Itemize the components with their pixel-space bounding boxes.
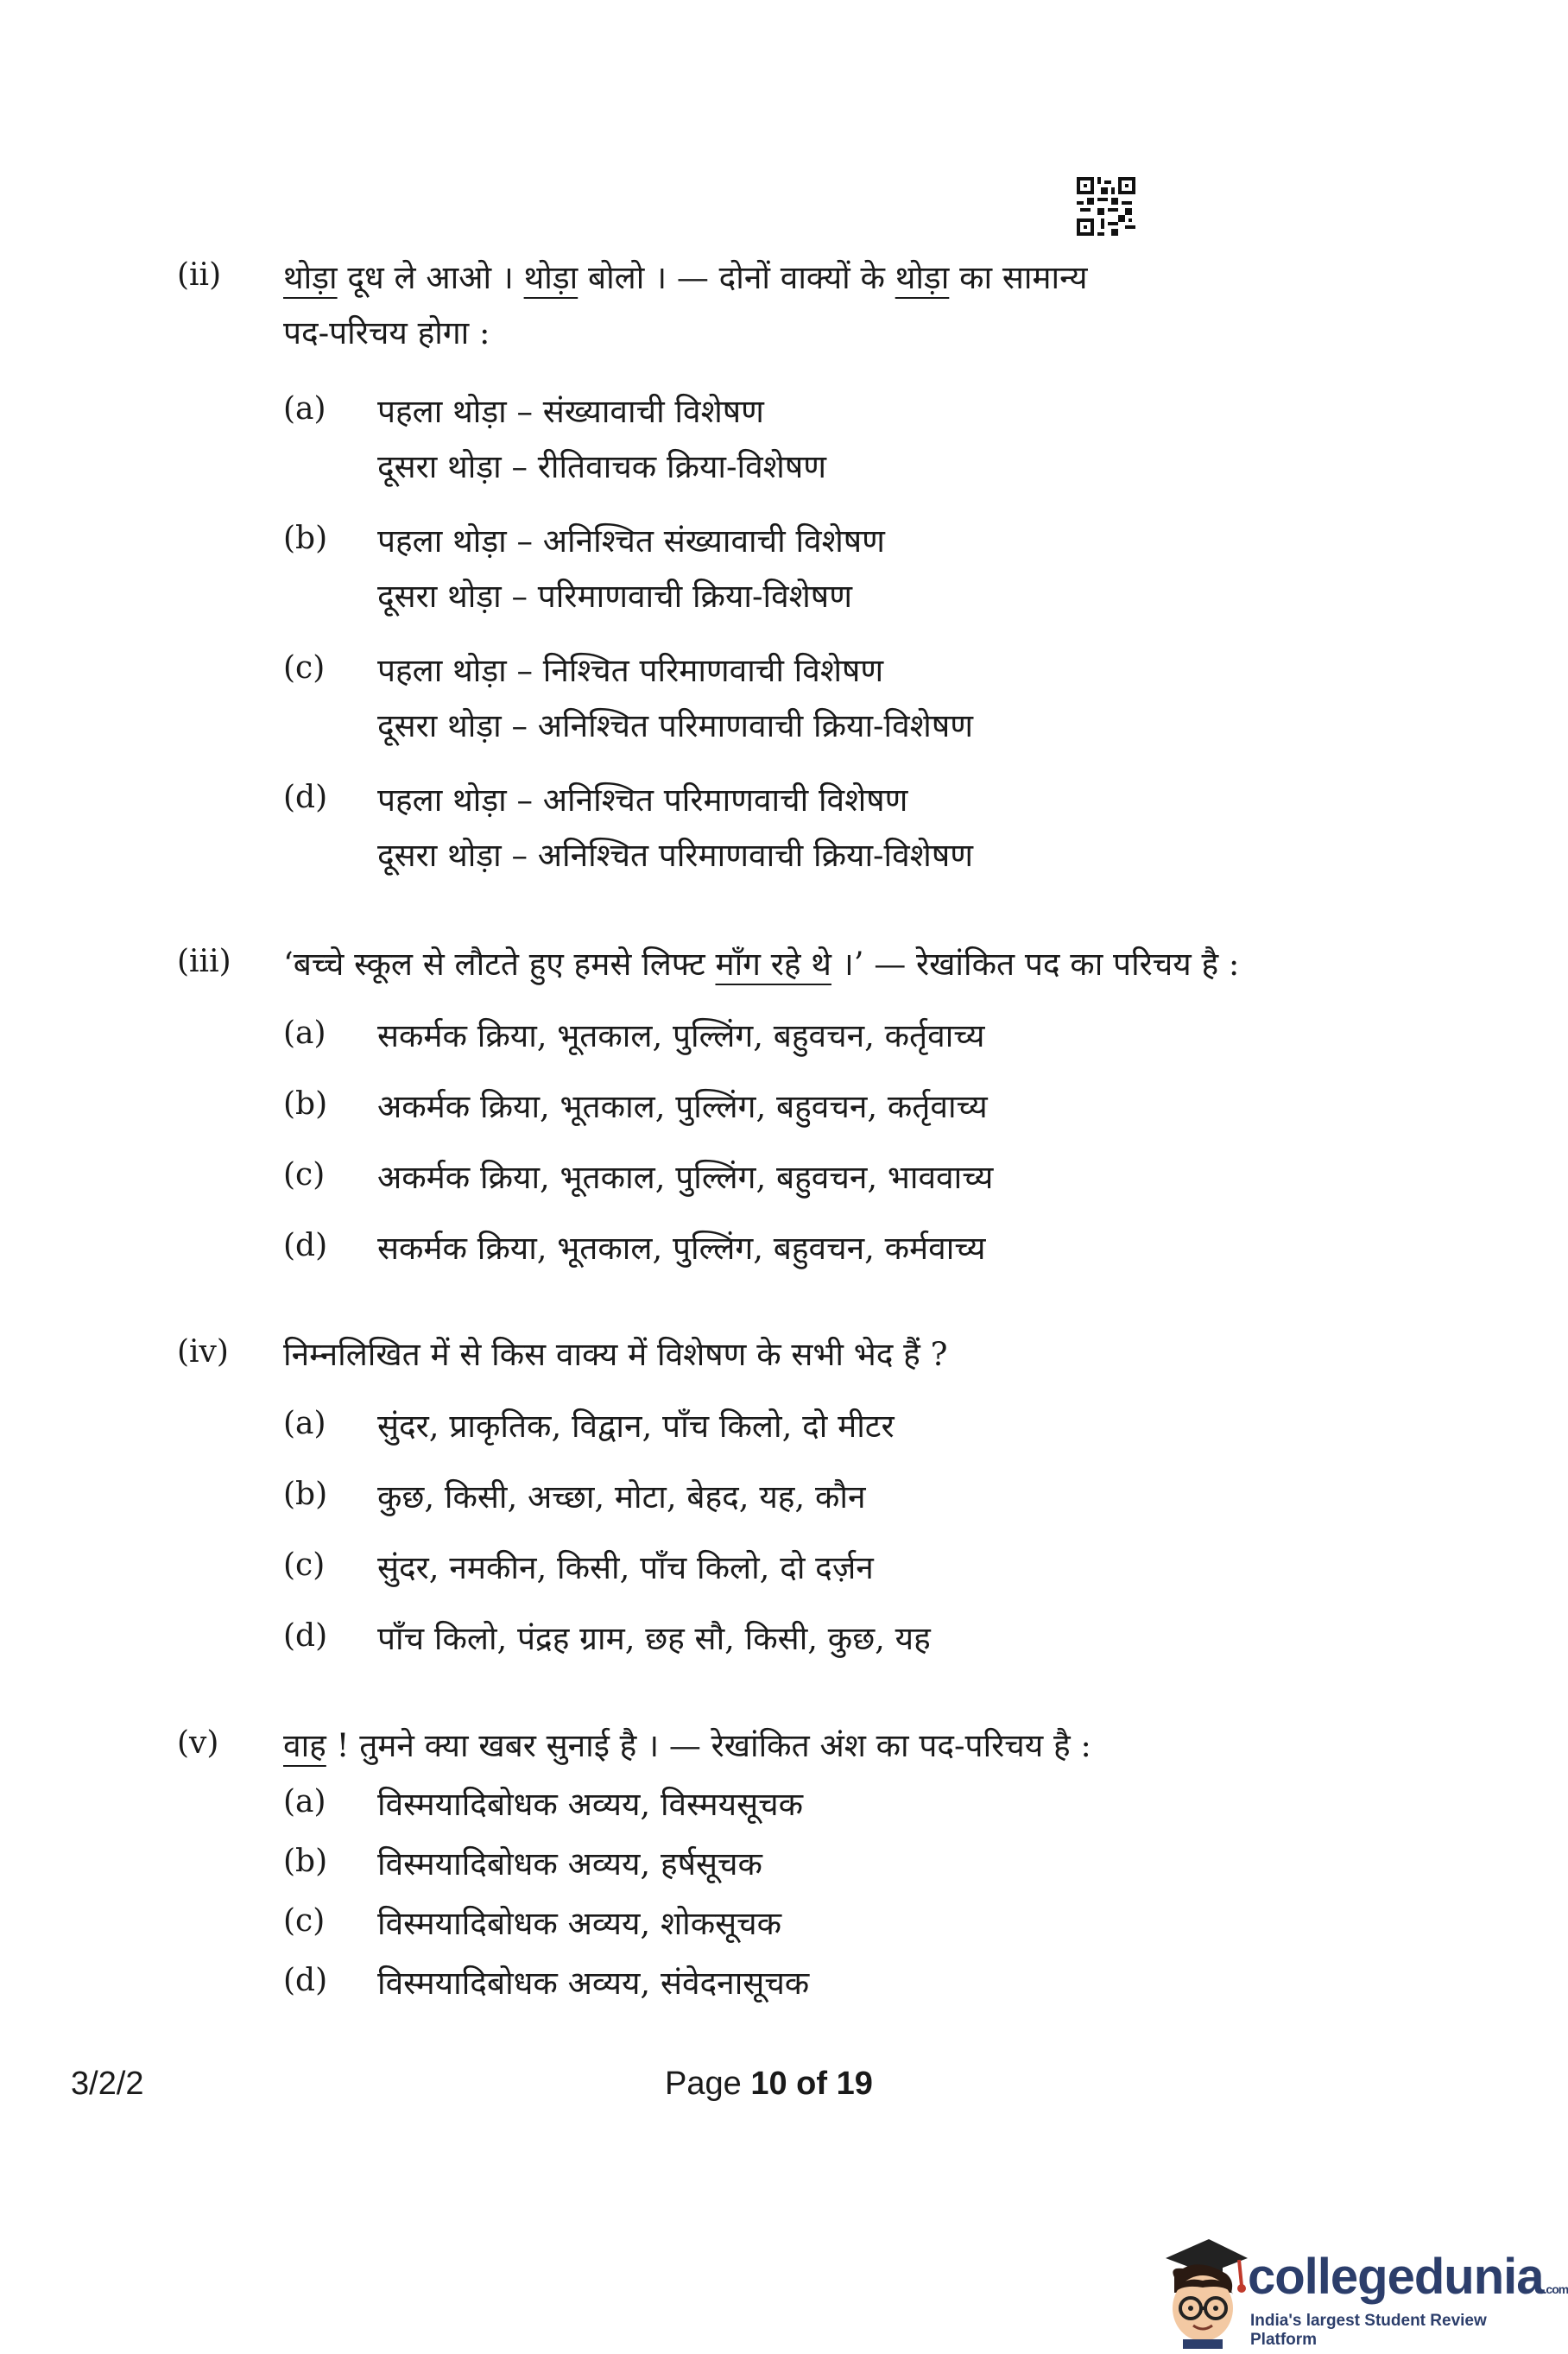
- option-line: दूसरा थोड़ा – परिमाणवाची क्रिया-विशेषण: [377, 578, 852, 615]
- option-text: विस्मयादिबोधक अव्यय, शोकसूचक: [377, 1905, 782, 1942]
- paper-code: 3/2/2: [71, 2066, 144, 2102]
- brand-suffix: .com: [1543, 2282, 1568, 2296]
- page-total: 19: [836, 2066, 873, 2102]
- question-stem-line2: पद-परिचय होगा :: [283, 314, 490, 351]
- option-label: (a): [283, 1016, 326, 1051]
- option-text: सकर्मक क्रिया, भूतकाल, पुल्लिंग, बहुवचन, कर्मवाच्य: [377, 1230, 986, 1267]
- option-text: विस्मयादिबोधक अव्यय, विस्मयसूचक: [377, 1786, 804, 1823]
- option-label: (b): [283, 1477, 328, 1512]
- collegedunia-logo: [1148, 2232, 1568, 2349]
- question-stem: ‘बच्चे स्कूल से लौटते हुए हमसे लिफ्ट माँग रहे थे ।’ — रेखांकित पद का परिचय है :: [283, 946, 1240, 983]
- option-text: कुछ, किसी, अच्छा, मोटा, बेहद, यह, कौन: [377, 1478, 866, 1516]
- option-line: पहला थोड़ा – संख्यावाची विशेषण: [377, 393, 764, 430]
- brand-tagline: India's largest Student Review Platform: [1250, 2312, 1487, 2349]
- option-line: दूसरा थोड़ा – रीतिवाचक क्रिया-विशेषण: [377, 448, 826, 485]
- question-stem: निम्नलिखित में से किस वाक्य में विशेषण के सभी भेद हैं ?: [283, 1336, 948, 1373]
- option-label: (b): [283, 521, 328, 556]
- question-number: (iv): [177, 1334, 229, 1370]
- mascot-icon: [1148, 2232, 1252, 2349]
- option-label: (a): [283, 1406, 326, 1441]
- page-indicator: Page 10 of 19: [665, 2066, 873, 2102]
- option-text: अकर्मक क्रिया, भूतकाल, पुल्लिंग, बहुवचन, भाववाच्य: [377, 1159, 994, 1196]
- page-current: 10: [750, 2066, 787, 2102]
- question-number: (v): [177, 1725, 219, 1761]
- option-text: सकर्मक क्रिया, भूतकाल, पुल्लिंग, बहुवचन, कर्तृवाच्य: [377, 1017, 985, 1054]
- question-number: (ii): [177, 257, 222, 293]
- option-text: पाँच किलो, पंद्रह ग्राम, छह सौ, किसी, कुछ, यह: [377, 1620, 931, 1657]
- option-label: (c): [283, 1903, 326, 1939]
- option-label: (c): [283, 650, 326, 686]
- option-label: (a): [283, 1784, 326, 1819]
- option-label: (d): [283, 1618, 328, 1654]
- option-line: पहला थोड़ा – निश्चित परिमाणवाची विशेषण: [377, 652, 884, 689]
- brand-name: collegedunia: [1248, 2249, 1544, 2305]
- underlined-phrase: माँग रहे थे: [715, 946, 831, 983]
- option-text: विस्मयादिबोधक अव्यय, हर्षसूचक: [377, 1845, 762, 1883]
- option-line: पहला थोड़ा – अनिश्चित परिमाणवाची विशेषण: [377, 782, 908, 819]
- option-text: अकर्मक क्रिया, भूतकाल, पुल्लिंग, बहुवचन, कर्तृवाच्य: [377, 1088, 988, 1125]
- option-line: दूसरा थोड़ा – अनिश्चित परिमाणवाची क्रिया-विशेषण: [377, 707, 973, 744]
- option-line: दूसरा थोड़ा – अनिश्चित परिमाणवाची क्रिया-विशेषण: [377, 837, 973, 874]
- underlined-word: वाह: [283, 1727, 326, 1764]
- underlined-word: थोड़ा: [523, 259, 579, 296]
- question-stem: थोड़ा दूध ले आओ । थोड़ा बोलो । — दोनों वाक्यों के थोड़ा का सामान्य: [283, 259, 1088, 296]
- option-label: (d): [283, 1228, 328, 1263]
- question-stem: वाह ! तुमने क्या खबर सुनाई है । — रेखांकित अंश का पद-परिचय है :: [283, 1727, 1091, 1764]
- option-label: (c): [283, 1157, 326, 1193]
- underlined-word: थोड़ा: [895, 259, 950, 296]
- underlined-word: थोड़ा: [283, 259, 338, 296]
- qr-code-icon: [1077, 177, 1135, 236]
- option-label: (d): [283, 1963, 328, 1998]
- option-text: सुंदर, नमकीन, किसी, पाँच किलो, दो दर्ज़न: [377, 1549, 874, 1586]
- option-text: सुंदर, प्राकृतिक, विद्वान, पाँच किलो, दो मीटर: [377, 1408, 895, 1445]
- option-label: (d): [283, 780, 328, 815]
- option-label: (c): [283, 1547, 326, 1583]
- option-label: (a): [283, 391, 326, 427]
- question-number: (iii): [177, 944, 231, 979]
- option-label: (b): [283, 1844, 328, 1879]
- option-text: विस्मयादिबोधक अव्यय, संवेदनासूचक: [377, 1965, 810, 2002]
- option-line: पहला थोड़ा – अनिश्चित संख्यावाची विशेषण: [377, 522, 885, 560]
- option-label: (b): [283, 1086, 328, 1122]
